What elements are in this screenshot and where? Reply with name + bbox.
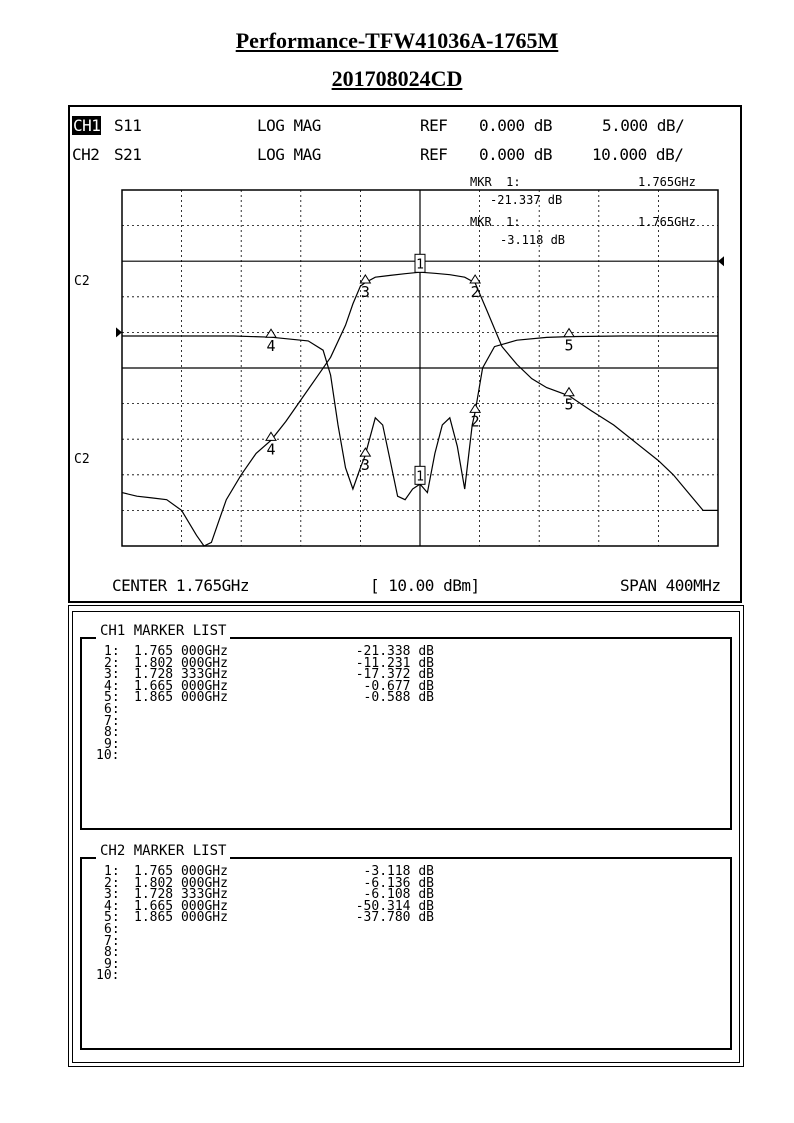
ch2-row-frequency: 1.865 000GHz	[134, 910, 228, 926]
ch2-row-index: 4:	[104, 898, 120, 914]
ch1-row-frequency: 1.802 000GHz	[134, 655, 228, 671]
ch2-label: CH2	[72, 145, 100, 164]
ch2-row-frequency: 1.765 000GHz	[134, 864, 228, 879]
marker-s21-5-label: 5	[564, 395, 574, 414]
ch1-row-frequency: 1.765 000GHz	[134, 644, 228, 659]
mkr1-freq: 1.765GHz	[638, 175, 696, 189]
marker-s11-3-triangle	[360, 448, 370, 456]
page-title: Performance-TFW41036A-1765M	[235, 28, 559, 53]
ch2-row-index: 2:	[104, 875, 120, 891]
source-power: [ 10.00 dBm]	[370, 576, 480, 595]
ref-marker-s11	[116, 327, 122, 337]
ch2-ref: 0.000 dB	[479, 145, 553, 164]
ch1-ref: 0.000 dB	[479, 116, 553, 135]
ch2-row-value: -6.136 dB	[363, 875, 434, 891]
ch1-row-value: -17.372 dB	[355, 667, 434, 683]
ch1-row-index: 6:	[104, 702, 120, 717]
ch1-row-index: 10:	[96, 748, 120, 764]
ch2-scale: 10.000 dB/	[592, 145, 684, 164]
ch2-row-index: 6:	[104, 922, 120, 937]
mkr2-value: -3.118 dB	[500, 233, 566, 247]
ch2-ref-label: REF	[420, 145, 448, 164]
ch1-row-index: 7:	[104, 713, 120, 729]
marker-s21-4-label: 4	[266, 440, 276, 459]
ch1-row-frequency: 1.728 333GHz	[134, 667, 228, 683]
ch2-row-value: -50.314 dB	[355, 898, 434, 914]
marker-s11-2-triangle	[470, 404, 480, 412]
ch1-row-frequency: 1.665 000GHz	[134, 678, 228, 694]
ch2-row-frequency: 1.802 000GHz	[134, 875, 228, 891]
ch1-ref-label: REF	[420, 116, 448, 135]
marker-s11-4-triangle	[266, 329, 276, 337]
ch2-format: LOG MAG	[257, 145, 321, 164]
marker-s21-2-triangle	[470, 275, 480, 283]
ch1-list-title: CH1 MARKER LIST	[96, 623, 230, 639]
ch1-row-index: 4:	[104, 678, 120, 694]
ch2-row-index: 3:	[104, 887, 120, 903]
ch1-row-index: 5:	[104, 690, 120, 706]
ch1-row-value: -0.677 dB	[363, 678, 434, 694]
ch1-label: CH1	[73, 116, 101, 135]
marker-s11-1-label: 1	[416, 469, 424, 485]
mkr1-value: -21.337 dB	[490, 193, 563, 207]
ch2-list-title: CH2 MARKER LIST	[96, 843, 230, 859]
ch1-row-index: 8:	[104, 725, 120, 741]
ch2-row-index: 9:	[104, 956, 120, 972]
mkr2-label: MKR 1:	[470, 215, 521, 229]
page-subtitle: 201708024CD	[331, 66, 463, 91]
ref-marker-s21	[718, 256, 724, 266]
ch2-row-index: 1:	[104, 864, 120, 879]
ch1-row-value: -0.588 dB	[363, 690, 434, 706]
marker-s11-3-label: 3	[360, 456, 370, 475]
ch2-row-index: 8:	[104, 945, 120, 961]
ch1-scale: 5.000 dB/	[602, 116, 685, 135]
ch1-row-index: 1:	[104, 644, 120, 659]
marker-s11-4-label: 4	[266, 337, 276, 356]
ch2-row-value: -3.118 dB	[363, 864, 434, 879]
ch1-row-index: 3:	[104, 667, 120, 683]
ch1-row-value: -21.338 dB	[355, 644, 434, 659]
ch1-row-index: 2:	[104, 655, 120, 671]
mkr2-freq: 1.765GHz	[638, 215, 696, 229]
marker-s21-1-label: 1	[416, 257, 424, 273]
mkr1-label: MKR 1:	[470, 175, 521, 189]
ch2-param: S21	[114, 145, 142, 164]
marker-s21-2-label: 2	[470, 283, 480, 302]
marker-s11-2-label: 2	[470, 412, 480, 431]
ch1-row-index: 9:	[104, 736, 120, 752]
ch1-row-value: -11.231 dB	[355, 655, 434, 671]
marker-s11-5-label: 5	[564, 336, 574, 355]
ch2-row-index: 7:	[104, 933, 120, 949]
ch2-row-value: -6.108 dB	[363, 887, 434, 903]
center-frequency: CENTER 1.765GHz	[112, 576, 249, 595]
span: SPAN 400MHz	[620, 576, 721, 595]
ch1-param: S11	[114, 116, 142, 135]
ch2-row-value: -37.780 dB	[355, 910, 434, 926]
ch2-row-frequency: 1.665 000GHz	[134, 898, 228, 914]
ch1-row-frequency: 1.865 000GHz	[134, 690, 228, 706]
marker-s21-5-triangle	[564, 388, 574, 396]
ch2-row-frequency: 1.728 333GHz	[134, 887, 228, 903]
ch2-row-index: 5:	[104, 910, 120, 926]
side-label-lower: C2	[74, 452, 90, 467]
side-label-upper: C2	[74, 274, 90, 289]
marker-s21-3-label: 3	[360, 282, 370, 301]
ch1-format: LOG MAG	[257, 116, 321, 135]
ch2-row-index: 10:	[96, 968, 120, 984]
marker-s21-3-triangle	[360, 275, 370, 283]
